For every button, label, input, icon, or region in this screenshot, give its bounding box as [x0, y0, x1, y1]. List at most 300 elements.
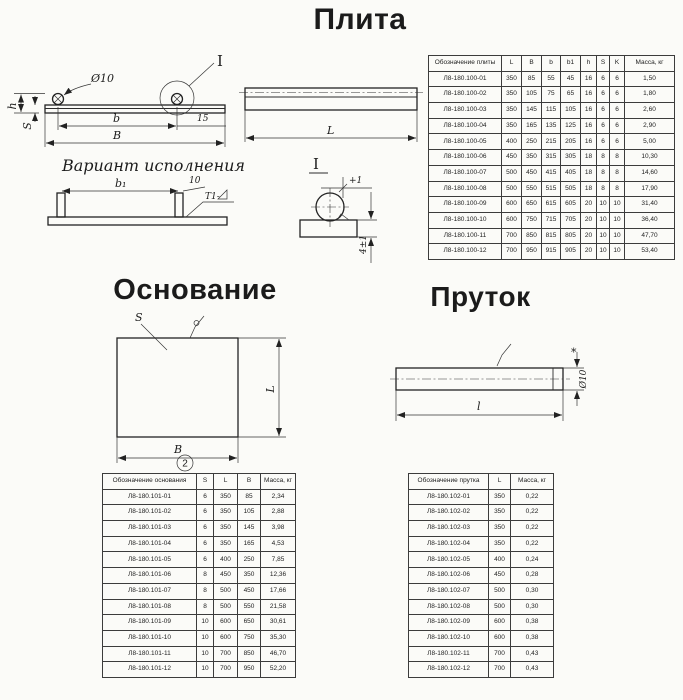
table-cell: 10,30: [625, 150, 675, 166]
prutok-spec-table: [408, 473, 554, 678]
table-cell: Л8-180.100-04: [429, 118, 502, 134]
table-cell: 350: [502, 87, 522, 103]
dim-L: [245, 110, 417, 142]
table-cell: 18: [581, 150, 597, 166]
table-cell: 0,22: [511, 521, 554, 537]
table-cell: 350: [214, 521, 238, 537]
table-cell: 8: [597, 165, 610, 181]
table-cell: 600: [489, 615, 511, 631]
table-cell: 950: [522, 244, 542, 260]
table-cell: 605: [561, 197, 581, 213]
detail-section: [300, 176, 377, 263]
table-row: [103, 599, 296, 615]
table-cell: 350: [214, 536, 238, 552]
table-cell: 350: [214, 489, 238, 505]
table-cell: 6: [597, 103, 610, 119]
table-cell: 350: [502, 71, 522, 87]
svg-text:Ø10: Ø10: [91, 72, 115, 85]
column-header: Обозначение прутка: [409, 474, 489, 490]
header-row: [409, 474, 554, 490]
detail-view-label: [309, 155, 328, 173]
table-cell: 6: [197, 489, 214, 505]
table-cell: 6: [610, 103, 625, 119]
table-cell: 0,30: [511, 599, 554, 615]
dim-s-leader: [135, 311, 167, 350]
table-cell: 2,34: [261, 489, 296, 505]
table-cell: Л8-180.100-10: [429, 212, 502, 228]
table-row: [103, 521, 296, 537]
header-row: [429, 56, 675, 72]
table-cell: 21,58: [261, 599, 296, 615]
table-cell: 0,22: [511, 505, 554, 521]
table-cell: 6: [197, 552, 214, 568]
svg-text:B: B: [174, 443, 183, 456]
table-cell: 0,28: [511, 568, 554, 584]
table-cell: 6: [610, 118, 625, 134]
table-cell: 165: [522, 118, 542, 134]
table-cell: 0,43: [511, 646, 554, 662]
table-cell: 515: [542, 181, 561, 197]
variant-rod-left: [57, 193, 65, 217]
dim-L: [238, 338, 286, 437]
table-cell: Л8-180.100-11: [429, 228, 502, 244]
variant-rod-right: [175, 193, 183, 217]
table-row: [103, 489, 296, 505]
table-cell: 47,70: [625, 228, 675, 244]
table-cell: 450: [238, 583, 261, 599]
table-cell: 55: [542, 71, 561, 87]
table-cell: 350: [502, 103, 522, 119]
table-cell: Л8-180.102-03: [409, 521, 489, 537]
table-cell: Л8-180.102-07: [409, 583, 489, 599]
table-row: [429, 212, 675, 228]
table-cell: 52,20: [261, 662, 296, 678]
table-cell: Л8-180.101-05: [103, 552, 197, 568]
table-cell: 17,66: [261, 583, 296, 599]
table-cell: 0,22: [511, 489, 554, 505]
table-cell: 10: [197, 646, 214, 662]
table-cell: 2,60: [625, 103, 675, 119]
table-row: [103, 568, 296, 584]
table-cell: 600: [214, 630, 238, 646]
table-cell: 705: [561, 212, 581, 228]
table-cell: 18: [581, 181, 597, 197]
table-cell: 14,60: [625, 165, 675, 181]
variant-caption: Вариант исполнения: [62, 156, 246, 175]
table-cell: 250: [522, 134, 542, 150]
table-cell: Л8-180.100-12: [429, 244, 502, 260]
table-cell: 10: [597, 244, 610, 260]
table-cell: 350: [238, 568, 261, 584]
table-cell: Л8-180.102-09: [409, 615, 489, 631]
table-cell: Л8-180.101-09: [103, 615, 197, 631]
table-row: [429, 244, 675, 260]
detail-ref-label: I: [217, 52, 223, 70]
plita-title: Плита: [313, 3, 407, 36]
table-cell: Л8-180.100-05: [429, 134, 502, 150]
table-cell: Л8-180.102-08: [409, 599, 489, 615]
table-cell: 550: [238, 599, 261, 615]
variant-drawing: [48, 176, 234, 225]
osnovanie-title: Основание: [113, 274, 277, 306]
plita-front-view-drawing: [5, 50, 246, 245]
plate-section: [300, 220, 357, 237]
table-cell: 405: [561, 165, 581, 181]
table-cell: 1,80: [625, 87, 675, 103]
table-cell: 8: [610, 150, 625, 166]
svg-text:+1: +1: [349, 176, 363, 186]
svg-text:I: I: [313, 155, 319, 173]
table-cell: 815: [542, 228, 561, 244]
table-cell: 700: [214, 646, 238, 662]
plan-view: [239, 88, 423, 110]
column-header: Масса, кг: [511, 474, 554, 490]
table-cell: 6: [610, 71, 625, 87]
table-cell: Л8-180.102-12: [409, 662, 489, 678]
column-header: L: [214, 474, 238, 490]
table-cell: Л8-180.101-07: [103, 583, 197, 599]
column-header: b1: [561, 56, 581, 72]
table-cell: 600: [489, 630, 511, 646]
table-cell: 8: [597, 150, 610, 166]
svg-text:2: 2: [182, 458, 188, 470]
base-plate-outline: [117, 338, 238, 437]
table-cell: 700: [502, 244, 522, 260]
dim-B: [117, 437, 238, 463]
dim-b: [58, 107, 226, 130]
table-cell: 600: [502, 212, 522, 228]
table-cell: 700: [214, 662, 238, 678]
column-header: S: [597, 56, 610, 72]
table-cell: Л8-180.100-07: [429, 165, 502, 181]
table-cell: 400: [502, 134, 522, 150]
table-cell: Л8-180.101-08: [103, 599, 197, 615]
table-cell: Л8-180.100-08: [429, 181, 502, 197]
table-cell: Л8-180.102-04: [409, 536, 489, 552]
table-cell: 950: [238, 662, 261, 678]
table-cell: 415: [542, 165, 561, 181]
table-cell: 85: [522, 71, 542, 87]
table-cell: 4,53: [261, 536, 296, 552]
table-row: [429, 181, 675, 197]
table-cell: 450: [489, 568, 511, 584]
table-cell: 105: [561, 103, 581, 119]
table-cell: 85: [238, 489, 261, 505]
table-cell: 10: [197, 662, 214, 678]
footnote-star: *: [571, 346, 577, 359]
table-cell: 105: [238, 505, 261, 521]
table-row: [103, 583, 296, 599]
table-cell: 350: [489, 536, 511, 552]
table-cell: 20: [581, 244, 597, 260]
table-cell: 18: [581, 165, 597, 181]
table-cell: 6: [197, 521, 214, 537]
table-cell: 20: [581, 228, 597, 244]
table-cell: 45: [561, 71, 581, 87]
table-cell: 8: [610, 181, 625, 197]
table-cell: 0,43: [511, 662, 554, 678]
dim-b1-label: b₁: [115, 177, 127, 190]
table-cell: 500: [214, 583, 238, 599]
table-cell: 6: [597, 71, 610, 87]
dim-edge-label: 15: [197, 114, 209, 124]
table-cell: 400: [214, 552, 238, 568]
table-cell: 10: [610, 212, 625, 228]
table-cell: Л8-180.101-04: [103, 536, 197, 552]
table-row: [409, 583, 554, 599]
prutok-drawing: [385, 325, 595, 435]
table-cell: 125: [561, 118, 581, 134]
view-number-badge: [177, 455, 193, 471]
svg-text:l: l: [477, 400, 481, 413]
svg-text:S: S: [21, 122, 34, 130]
table-cell: 805: [561, 228, 581, 244]
table-cell: 105: [522, 87, 542, 103]
table-cell: 10: [197, 630, 214, 646]
table-cell: 16: [581, 134, 597, 150]
table-row: [103, 615, 296, 631]
table-cell: 35,30: [261, 630, 296, 646]
table-cell: 8: [597, 181, 610, 197]
dim-diameter-leader: [64, 72, 114, 95]
table-row: [103, 505, 296, 521]
table-cell: Л8-180.102-06: [409, 568, 489, 584]
column-header: S: [197, 474, 214, 490]
table-cell: 700: [489, 646, 511, 662]
table-cell: 17,90: [625, 181, 675, 197]
table-cell: Л8-180.101-10: [103, 630, 197, 646]
table-cell: 135: [542, 118, 561, 134]
table-cell: 205: [561, 134, 581, 150]
table-cell: 8: [610, 165, 625, 181]
table-row: [409, 630, 554, 646]
weld-symbol: [186, 190, 234, 217]
table-cell: 10: [597, 197, 610, 213]
table-row: [409, 521, 554, 537]
table-cell: 145: [522, 103, 542, 119]
table-cell: 46,70: [261, 646, 296, 662]
table-cell: 350: [502, 118, 522, 134]
table-cell: 5,00: [625, 134, 675, 150]
table-row: [103, 536, 296, 552]
dim-diameter: [563, 346, 589, 406]
plita-plan-and-detail-drawing: [235, 80, 425, 265]
table-cell: 16: [581, 71, 597, 87]
table-row: [409, 662, 554, 678]
table-cell: 10: [610, 228, 625, 244]
table-cell: 6: [610, 87, 625, 103]
table-cell: 2,90: [625, 118, 675, 134]
table-row: [429, 103, 675, 119]
table-cell: 315: [542, 150, 561, 166]
table-row: [103, 552, 296, 568]
table-cell: 6: [597, 87, 610, 103]
table-row: [409, 536, 554, 552]
table-cell: Л8-180.100-01: [429, 71, 502, 87]
table-cell: 600: [214, 615, 238, 631]
table-row: [409, 489, 554, 505]
table-cell: 6: [197, 505, 214, 521]
plita-spec-table: [428, 55, 675, 260]
svg-text:b: b: [113, 112, 121, 125]
column-header: Масса, кг: [261, 474, 296, 490]
svg-text:B: B: [113, 129, 122, 142]
table-cell: Л8-180.102-10: [409, 630, 489, 646]
table-cell: 0,38: [511, 630, 554, 646]
table-cell: 215: [542, 134, 561, 150]
table-cell: Л8-180.100-09: [429, 197, 502, 213]
osnovanie-spec-table: [102, 473, 296, 678]
table-row: [409, 568, 554, 584]
table-cell: 250: [238, 552, 261, 568]
table-cell: 500: [489, 583, 511, 599]
table-cell: Л8-180.102-11: [409, 646, 489, 662]
table-cell: 350: [214, 505, 238, 521]
table-cell: 30,61: [261, 615, 296, 631]
table-cell: Л8-180.101-06: [103, 568, 197, 584]
table-row: [409, 599, 554, 615]
table-row: [429, 118, 675, 134]
table-cell: 31,40: [625, 197, 675, 213]
table-cell: 850: [238, 646, 261, 662]
table-cell: Л8-180.100-02: [429, 87, 502, 103]
table-cell: 10: [197, 615, 214, 631]
table-cell: 500: [502, 165, 522, 181]
table-cell: 6: [197, 536, 214, 552]
table-cell: 700: [502, 228, 522, 244]
table-cell: 10: [610, 197, 625, 213]
table-cell: 6: [597, 134, 610, 150]
column-header: Обозначение основания: [103, 474, 197, 490]
table-cell: 0,38: [511, 615, 554, 631]
table-cell: Л8-180.102-02: [409, 505, 489, 521]
table-cell: 10: [610, 244, 625, 260]
table-cell: 305: [561, 150, 581, 166]
table-cell: 20: [581, 212, 597, 228]
dim-plus1: [321, 176, 372, 198]
table-cell: 75: [542, 87, 561, 103]
table-cell: 500: [214, 599, 238, 615]
table-row: [103, 630, 296, 646]
table-row: [429, 87, 675, 103]
plate-side-view: [45, 94, 225, 114]
osnovanie-drawing: [90, 300, 300, 475]
table-cell: Л8-180.101-03: [103, 521, 197, 537]
surface-finish-icon: [190, 316, 204, 338]
table-cell: Л8-180.102-01: [409, 489, 489, 505]
svg-text:S: S: [135, 311, 143, 324]
table-cell: 500: [489, 599, 511, 615]
column-header: K: [610, 56, 625, 72]
table-cell: 8: [197, 583, 214, 599]
table-row: [429, 228, 675, 244]
table-cell: 715: [542, 212, 561, 228]
table-cell: 145: [238, 521, 261, 537]
dim-l: [396, 390, 563, 421]
table-cell: 115: [542, 103, 561, 119]
table-cell: 650: [238, 615, 261, 631]
table-cell: 10: [597, 228, 610, 244]
svg-text:Т1-: Т1-: [205, 192, 220, 202]
weld-bead: [337, 214, 349, 220]
table-cell: 600: [502, 197, 522, 213]
table-cell: 350: [489, 489, 511, 505]
table-cell: 16: [581, 118, 597, 134]
table-cell: 16: [581, 87, 597, 103]
svg-text:h: h: [6, 102, 19, 110]
dim-h: [6, 94, 45, 114]
rod-outline: [390, 368, 570, 390]
table-cell: 53,40: [625, 244, 675, 260]
table-cell: 0,24: [511, 552, 554, 568]
column-header: Масса, кг: [625, 56, 675, 72]
table-cell: 350: [489, 505, 511, 521]
table-cell: Л8-180.101-02: [103, 505, 197, 521]
table-row: [103, 662, 296, 678]
table-cell: 3,98: [261, 521, 296, 537]
column-header: h: [581, 56, 597, 72]
table-cell: 1,50: [625, 71, 675, 87]
column-header: Обозначение плиты: [429, 56, 502, 72]
table-cell: 36,40: [625, 212, 675, 228]
column-header: b: [542, 56, 561, 72]
table-row: [429, 197, 675, 213]
table-cell: 6: [610, 134, 625, 150]
table-cell: 0,22: [511, 536, 554, 552]
table-cell: 750: [522, 212, 542, 228]
table-cell: 500: [502, 181, 522, 197]
table-cell: Л8-180.100-03: [429, 103, 502, 119]
table-cell: 16: [581, 103, 597, 119]
table-cell: 915: [542, 244, 561, 260]
svg-text:Ø10: Ø10: [579, 369, 589, 389]
table-cell: Л8-180.101-11: [103, 646, 197, 662]
table-cell: Л8-180.102-05: [409, 552, 489, 568]
table-cell: 0,30: [511, 583, 554, 599]
table-cell: 450: [522, 165, 542, 181]
table-cell: 700: [489, 662, 511, 678]
column-header: L: [502, 56, 522, 72]
table-cell: 7,85: [261, 552, 296, 568]
column-header: L: [489, 474, 511, 490]
prutok-title: Пруток: [430, 281, 531, 312]
table-cell: 350: [522, 150, 542, 166]
table-row: [103, 646, 296, 662]
table-row: [409, 505, 554, 521]
table-cell: 650: [522, 197, 542, 213]
svg-text:4±1: 4±1: [359, 235, 369, 254]
table-cell: 165: [238, 536, 261, 552]
table-cell: Л8-180.101-12: [103, 662, 197, 678]
table-cell: 8: [197, 568, 214, 584]
table-cell: Л8-180.101-01: [103, 489, 197, 505]
table-cell: 615: [542, 197, 561, 213]
table-cell: 10: [597, 212, 610, 228]
svg-text:L: L: [327, 124, 335, 137]
surface-finish-icon: [497, 344, 511, 366]
table-cell: 905: [561, 244, 581, 260]
table-cell: 12,36: [261, 568, 296, 584]
header-row: [103, 474, 296, 490]
table-row: [429, 71, 675, 87]
table-cell: 550: [522, 181, 542, 197]
table-cell: Л8-180.100-06: [429, 150, 502, 166]
table-cell: 350: [489, 521, 511, 537]
table-cell: 450: [502, 150, 522, 166]
table-cell: 505: [561, 181, 581, 197]
column-header: B: [238, 474, 261, 490]
table-cell: 20: [581, 197, 597, 213]
